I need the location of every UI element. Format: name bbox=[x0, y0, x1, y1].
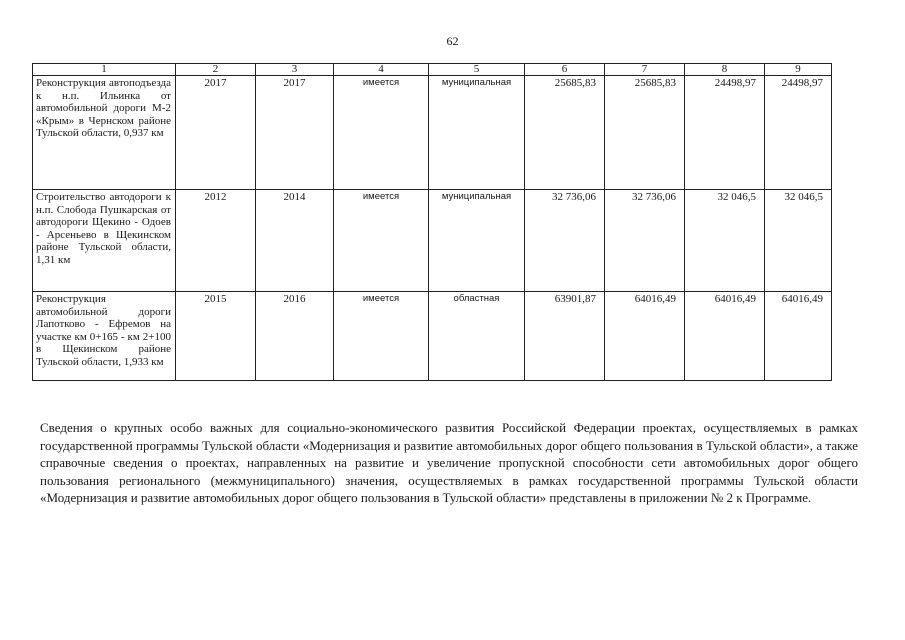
column-header: 1 bbox=[33, 64, 176, 76]
column-header: 6 bbox=[525, 64, 605, 76]
status-cell: имеется bbox=[334, 190, 429, 292]
table-row bbox=[33, 190, 832, 292]
value-cell-9: 64016,49 bbox=[765, 292, 832, 381]
table-header-row bbox=[33, 64, 832, 76]
table-row bbox=[33, 292, 832, 381]
end-year-cell: 2014 bbox=[256, 190, 334, 292]
level-cell: муниципальная bbox=[429, 190, 525, 292]
value-cell-8: 24498,97 bbox=[685, 76, 765, 190]
value-cell-9: 24498,97 bbox=[765, 76, 832, 190]
column-header: 8 bbox=[685, 64, 765, 76]
table-row bbox=[33, 76, 832, 190]
column-header: 7 bbox=[605, 64, 685, 76]
value-cell-6: 63901,87 bbox=[525, 292, 605, 381]
start-year-cell: 2012 bbox=[176, 190, 256, 292]
value-cell-9: 32 046,5 bbox=[765, 190, 832, 292]
value-cell-6: 32 736,06 bbox=[525, 190, 605, 292]
column-header: 3 bbox=[256, 64, 334, 76]
projects-table bbox=[32, 63, 832, 381]
column-header: 4 bbox=[334, 64, 429, 76]
end-year-cell: 2016 bbox=[256, 292, 334, 381]
column-header: 5 bbox=[429, 64, 525, 76]
value-cell-8: 64016,49 bbox=[685, 292, 765, 381]
start-year-cell: 2017 bbox=[176, 76, 256, 190]
column-header: 9 bbox=[765, 64, 832, 76]
end-year-cell: 2017 bbox=[256, 76, 334, 190]
value-cell-6: 25685,83 bbox=[525, 76, 605, 190]
value-cell-7: 64016,49 bbox=[605, 292, 685, 381]
status-cell: имеется bbox=[334, 292, 429, 381]
level-cell: областная bbox=[429, 292, 525, 381]
level-cell: муниципальная bbox=[429, 76, 525, 190]
page-number: 62 bbox=[446, 34, 459, 48]
project-name-cell: Строительство автодороги к н.п. Слобода Пушкарская от автодороги Щекино - Одоев - Арсеньево в Щекинском районе Тульской области, 1,31 км bbox=[33, 190, 176, 292]
status-cell: имеется bbox=[334, 76, 429, 190]
body-paragraph: Сведения о крупных особо важных для социально-экономического развития Российской Федерации проектах, осуществляемых в рамках государственной программы Тульской области «Модернизация и развитие автомобильных дорог общего пользования в Тульской области», а также справочные сведения о проектах, направленных на развитие и увеличение пропускной способности сети автомобильных дорог общего пользования регионального (межмуниципального) значения, осуществляемых в рамках государственной программы Тульской области «Модернизация и развитие автомобильных дорог общего пользования в Тульской области» представлены в приложении № 2 к Программе. bbox=[40, 420, 858, 506]
value-cell-7: 32 736,06 bbox=[605, 190, 685, 292]
column-header: 2 bbox=[176, 64, 256, 76]
start-year-cell: 2015 bbox=[176, 292, 256, 381]
value-cell-7: 25685,83 bbox=[605, 76, 685, 190]
project-name-cell: Реконструкция автомобильной дороги Лапотково - Ефремов на участке км 0+165 - км 2+100 в Щекинском районе Тульской области, 1,933 км bbox=[33, 292, 176, 381]
project-name-cell: Реконструкция автоподъезда к н.п. Ильинка от автомобильной дороги М-2 «Крым» в Чернском районе Тульской области, 0,937 км bbox=[33, 76, 176, 190]
value-cell-8: 32 046,5 bbox=[685, 190, 765, 292]
